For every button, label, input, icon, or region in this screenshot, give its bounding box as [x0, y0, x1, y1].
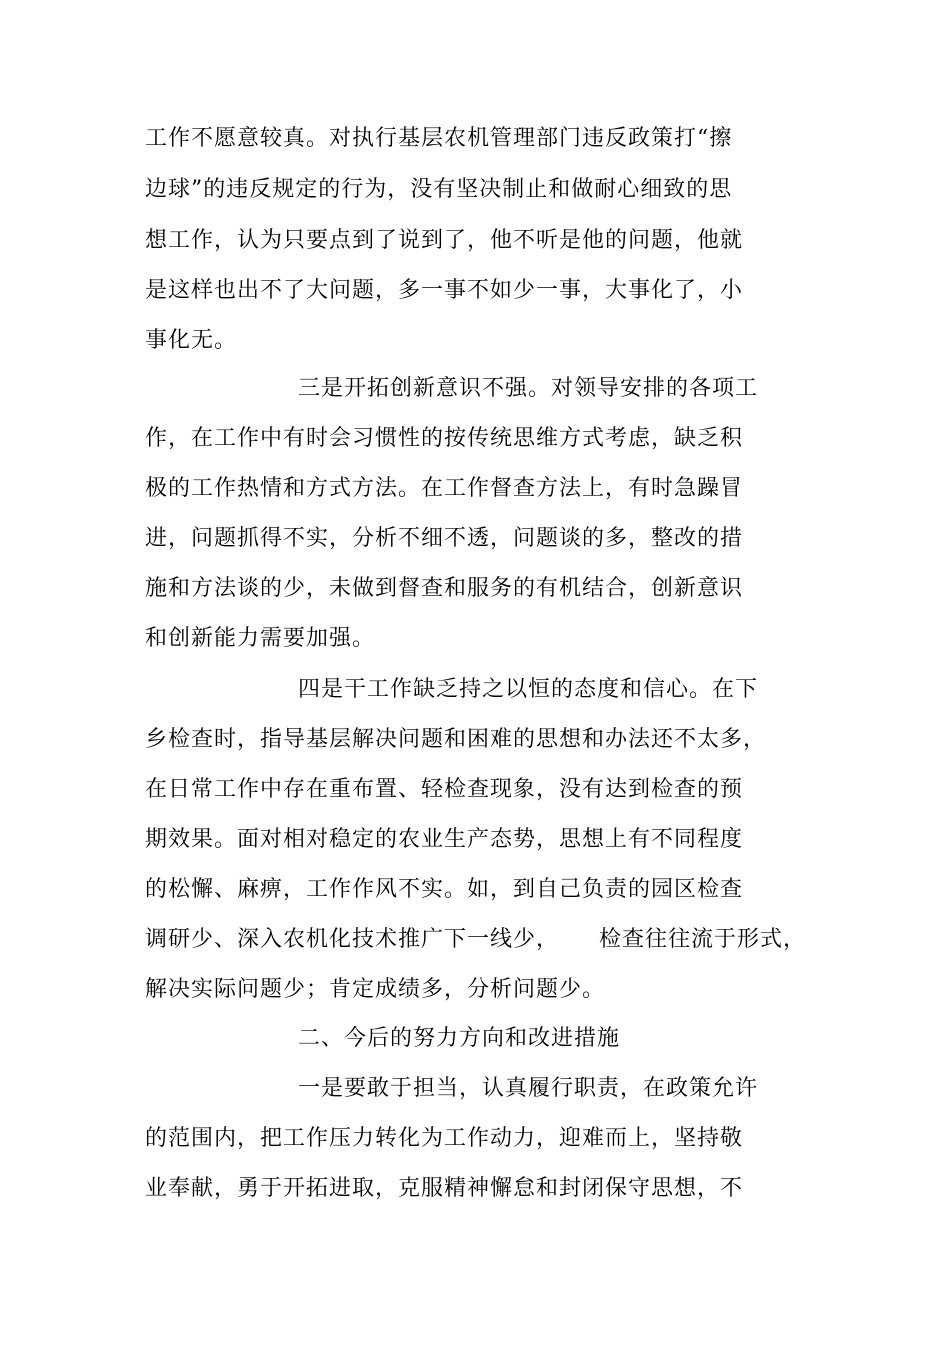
text-line: 乡检查时，指导基层解决问题和困难的思想和办法还不太多， — [145, 727, 767, 752]
text-line: 是这样也出不了大问题，多一事不如少一事，大事化了，小 — [145, 278, 744, 303]
text-line: 调研少、深入农机化技术推广下一线少， 检查往往流于形式， — [145, 927, 806, 952]
text-line: 业奉献，勇于开拓进取，克服精神懈怠和封闭保守思想，不 — [145, 1176, 744, 1201]
text-line: 的松懈、麻痹，工作作风不实。如，到自己负责的园区检查 — [145, 877, 744, 902]
text-line: 施和方法谈的少，未做到督查和服务的有机结合，创新意识 — [145, 576, 744, 601]
text-line: 在日常工作中存在重布置、轻检查现象，没有达到检查的预 — [145, 777, 744, 802]
text-line: 和创新能力需要加强。 — [145, 626, 376, 651]
text-line: 事化无。 — [145, 328, 238, 353]
paragraph-start-line: 一是要敢于担当，认真履行职责，在政策允许 — [298, 1076, 759, 1101]
text-line: 期效果。面对相对稳定的农业生产态势，思想上有不同程度 — [145, 827, 744, 852]
text-line: 极的工作热情和方式方法。在工作督查方法上，有时急躁冒 — [145, 476, 744, 501]
text-line: 作，在工作中有时会习惯性的按传统思维方式考虑，缺乏积 — [145, 426, 744, 451]
text-line: 进，问题抓得不实，分析不细不透，问题谈的多，整改的措 — [145, 526, 744, 551]
text-line: 解决实际问题少；肯定成绩多，分析问题少。 — [145, 977, 606, 1002]
text-line: 想工作，认为只要点到了说到了，他不听是他的问题，他就 — [145, 228, 744, 253]
text-line: 边球”的违反规定的行为，没有坚决制止和做耐心细致的思 — [145, 177, 733, 202]
section-heading: 二、今后的努力方向和改进措施 — [298, 1026, 621, 1051]
paragraph-start-line: 四是干工作缺乏持之以恒的态度和信心。在下 — [298, 677, 759, 702]
text-line: 的范围内，把工作压力转化为工作动力，迎难而上，坚持敬 — [145, 1126, 744, 1151]
text-line: 工作不愿意较真。对执行基层农机管理部门违反政策打“擦 — [145, 126, 733, 151]
paragraph-start-line: 三是开拓创新意识不强。对领导安排的各项工 — [298, 376, 759, 401]
